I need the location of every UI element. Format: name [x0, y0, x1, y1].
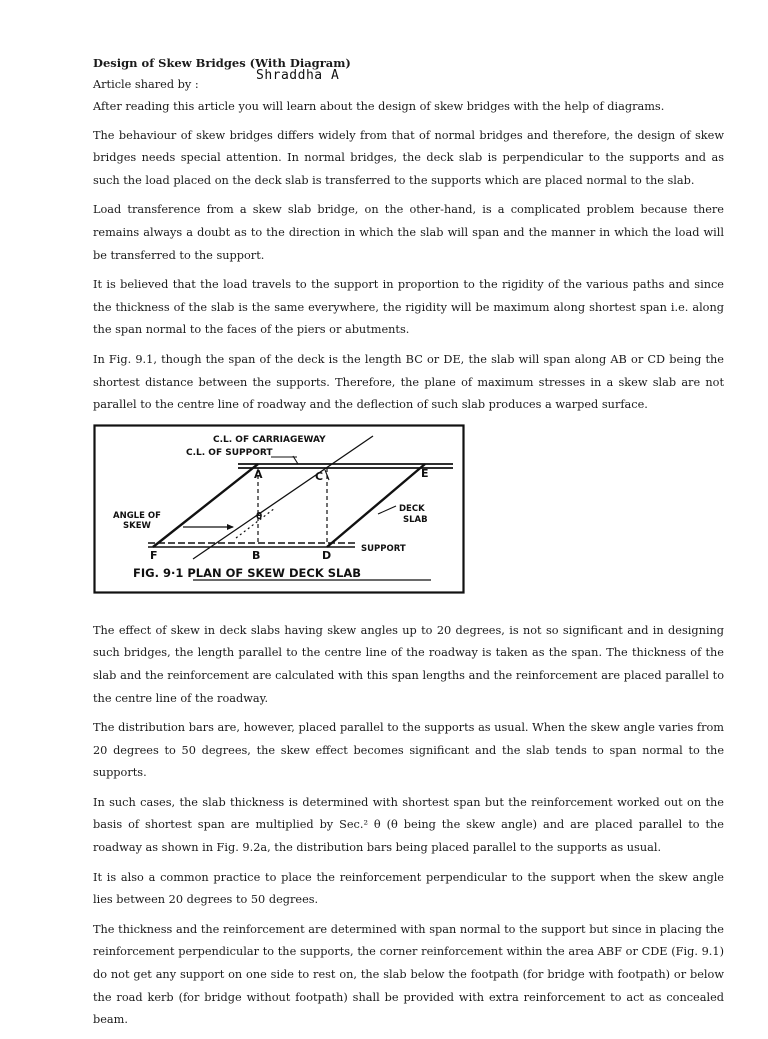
paragraph: The thickness and the reinforcement are determined with span normal to the support but since in placing the reinforcement perpendicular to the supports, the corner reinforcement within the area ABF or CDE (Fig. 9.1) do not get any support on one side to rest on, the slab below the footpath (for bridge with footpath) or below the road kerb (for bridge without footpath) shall be provided with extra reinforcement to act as concealed beam. — [93, 922, 724, 1027]
point-e-label: E — [421, 466, 429, 480]
byline-label: Article shared by : — [93, 78, 199, 91]
paragraph: In Fig. 9.1, though the span of the deck is the length BC or DE, the slab will span along AB or CD being the shortest distance between the supports. Therefore, the plane of maximum stresses in a skew slab are not parallel to the centre line of roadway and the deflection of such slab produces a warped surface. — [93, 352, 724, 412]
label-cl-support: C.L. OF SUPPORT — [186, 447, 273, 458]
paragraph: In such cases, the slab thickness is determined with shortest span but the reinforcement worked out on the basis of shortest span are multiplied by Sec.² θ (θ being the skew angle) and are placed parallel to the roadway as shown in Fig. 9.2a, the distribution bars being placed parallel to the supports as usual. — [93, 795, 724, 855]
article-title: Design of Skew Bridges (With Diagram) — [93, 56, 351, 70]
paragraph: Load transference from a skew slab bridge, on the other-hand, is a complicated problem because there remains always a doubt as to the direction in which the slab will span and the manner in which the load will be transferred to the support. — [93, 203, 724, 262]
point-b-label: B — [252, 548, 261, 562]
label-cl-carriageway: C.L. OF CARRIAGEWAY — [213, 434, 326, 445]
skew-deck-slab-figure — [93, 424, 465, 594]
point-d-label: D — [322, 548, 332, 562]
article — [93, 52, 724, 1039]
skew-deck-slab-diagram — [93, 424, 465, 594]
figure-caption: FIG. 9·1 PLAN OF SKEW DECK SLAB — [133, 565, 362, 580]
byline — [93, 68, 724, 96]
paragraph: The effect of skew in deck slabs having skew angles up to 20 degrees, is not so significant and in designing such bridges, the length parallel to the centre line of the roadway is taken as the span. The thickness of the slab and the reinforcement are calculated with this span lengths and the reinforcement are placed parallel to the centre line of the roadway. — [93, 623, 724, 705]
label-slab: SLAB — [403, 514, 428, 525]
label-deck: DECK — [399, 503, 425, 514]
arrow-angle-of-skew — [227, 524, 234, 530]
label-angle-of: ANGLE OF — [113, 510, 161, 521]
label-skew: SKEW — [123, 520, 151, 531]
paragraph: It is believed that the load travels to the support in proportion to the rigidity of the various paths and since the thickness of the slab is the same everywhere, the rigidity will be maximum along shortest span i.e. along the span normal to the faces of the piers or abutments. — [93, 278, 724, 337]
label-theta: θ — [256, 511, 263, 522]
intro-paragraph: After reading this article you will learn about the design of skew bridges with the help of diagrams. — [93, 100, 665, 113]
point-f-label: F — [150, 548, 158, 562]
paragraph: The behaviour of skew bridges differs widely from that of normal bridges and therefore, the design of skew bridges needs special attention. In normal bridges, the deck slab is perpendicular to the supports and as such the load placed on the deck slab is transferred to the supports which are placed normal to the slab. — [93, 128, 724, 187]
leader-deck-slab — [378, 506, 396, 514]
author-name: Shraddha A — [256, 68, 340, 83]
paragraph: It is also a common practice to place the reinforcement perpendicular to the support when the skew angle lies between 20 degrees to 50 degrees. — [93, 870, 724, 907]
paragraph: The distribution bars are, however, placed parallel to the supports as usual. When the skew angle varies from 20 degrees to 50 degrees, the skew effect becomes significant and the slab tends to span normal to the supports. — [93, 721, 724, 780]
point-a-label: A — [254, 467, 263, 481]
label-support: SUPPORT — [361, 543, 406, 554]
point-c-label: C — [315, 469, 324, 483]
slab-edge-left — [153, 464, 258, 547]
